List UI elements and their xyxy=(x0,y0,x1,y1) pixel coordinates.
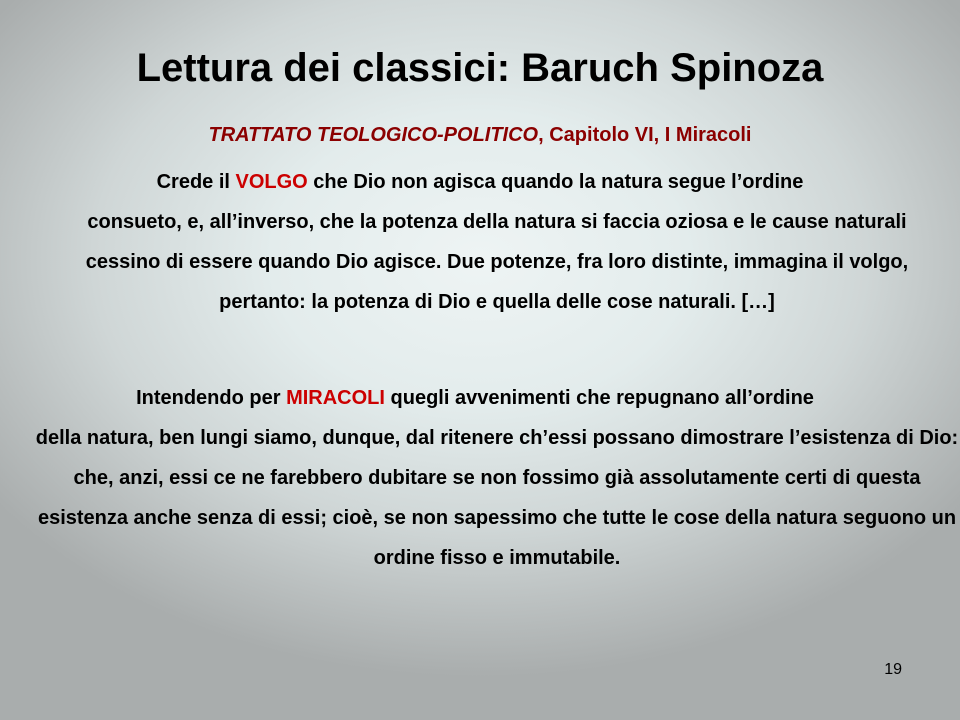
paragraph-continuation: della natura, ben lungi siamo, dunque, dal ritenere ch’essi possano dimostrare l’esistenza di Dio: che, anzi, essi ce ne farebbero dubitare se non fossimo già assolutamente certi di questa esistenza anche senza di essi; cioè, se non sapessimo che tutte le cose della natura seguono un ordine fisso e immutabile. xyxy=(35,427,959,569)
subtitle-work-title: TRATTATO TEOLOGICO-POLITICO xyxy=(208,124,539,146)
slide-title: Lettura dei classici: Baruch Spinoza xyxy=(136,46,824,90)
paragraph-first-line xyxy=(0,378,960,418)
paragraph-text-after: che Dio non agisca quando la natura segue l’ordine xyxy=(307,171,804,193)
subtitle-chapter: , Capitolo VI, I Miracoli xyxy=(538,124,752,146)
paragraph-continuation: consueto, e, all’inverso, che la potenza della natura si faccia oziosa e le cause naturali cessino di essere quando Dio agisce. Due potenze, fra loro distinte, immagina il volgo, pertanto: la potenza di Dio e quella delle cose naturali. […] xyxy=(85,211,909,313)
highlight-volgo: VOLGO xyxy=(235,171,308,193)
highlight-miracoli: MIRACOLI xyxy=(286,387,385,409)
page-number: 19 xyxy=(884,661,902,678)
paragraph-text-after: quegli avvenimenti che repugnano all’ordine xyxy=(384,387,814,409)
paragraph-text-before: Intendendo per xyxy=(136,387,287,409)
paragraph-text-before: Crede il xyxy=(156,171,236,193)
paragraph-first-line xyxy=(18,162,942,202)
paragraph-miracoli xyxy=(0,378,960,578)
paragraph-volgo xyxy=(18,162,942,322)
slide-subtitle xyxy=(0,118,960,152)
